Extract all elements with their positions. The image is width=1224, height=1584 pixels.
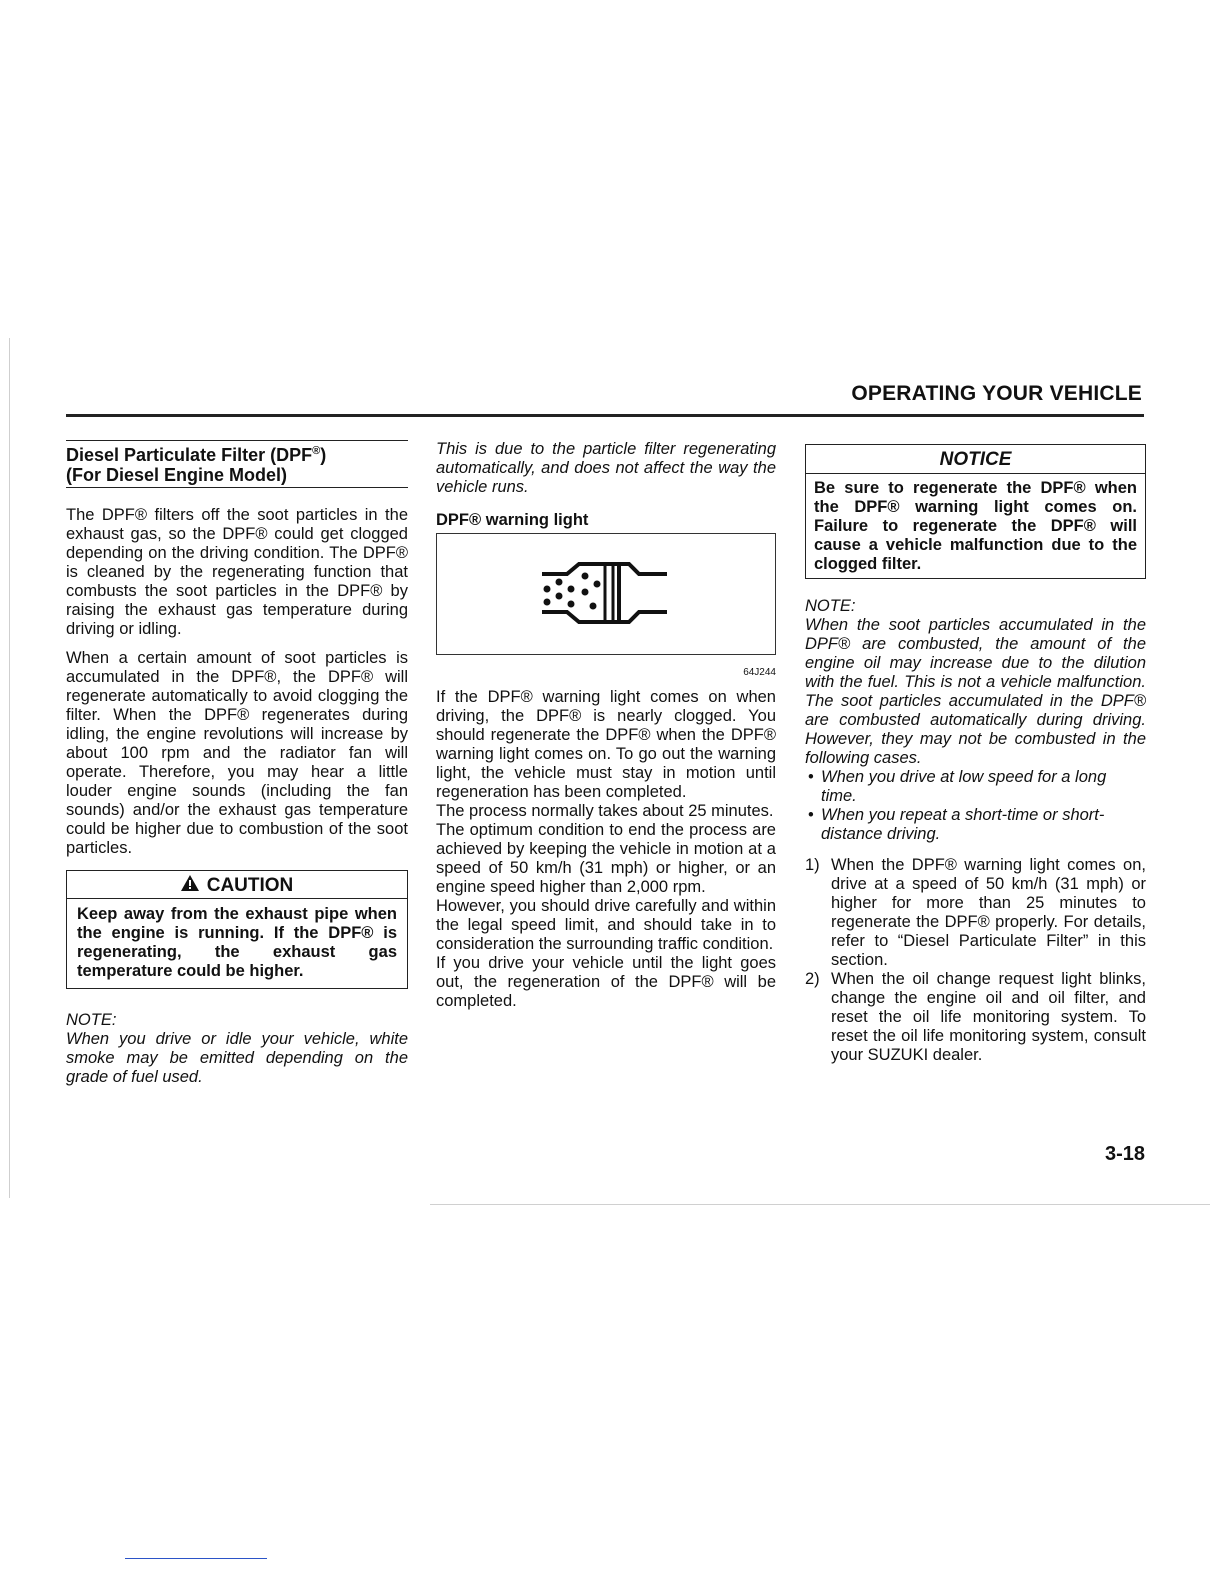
- note-text: When the soot particles accumulated in the DPF® are combusted, the amount of the engine oil may increase due to the dilution with the fuel. This is not a vehicle malfunction. The soot particles accumulated in the DPF® are combusted automatically during driving. However, they may not be combusted in the following cases.: [805, 616, 1146, 767]
- bottom-rule: [430, 1204, 1210, 1205]
- notice-title: NOTICE: [806, 445, 1145, 474]
- paragraph: If you drive your vehicle until the light goes out, the regeneration of the DPF® will be completed.: [436, 954, 776, 1010]
- figure-code: 64J244: [743, 667, 776, 678]
- caution-box: [66, 870, 408, 989]
- list-item: • When you repeat a short-time or short-distance driving.: [805, 806, 1146, 844]
- caution-title: CAUTION: [206, 875, 294, 896]
- list-item: • When you drive at low speed for a long time.: [805, 768, 1146, 806]
- numbered-list: [805, 856, 1146, 1065]
- column-2: [436, 440, 776, 1011]
- list-item: 1) When the DPF® warning light comes on, drive at a speed of 50 km/h (31 mph) or higher for more than 25 minutes to regenerate the DPF® properly. For details, refer to “Diesel Particulate Filter” in this section.: [805, 856, 1146, 969]
- dpf-heading: [66, 440, 408, 488]
- blue-line: [125, 1558, 267, 1559]
- page-edge-line: [9, 338, 10, 1198]
- notice-box: [805, 444, 1146, 579]
- paragraph: The optimum condition to end the process are achieved by keeping the vehicle in motion at a speed of 50 km/h (31 mph) or higher, or an engine speed higher than 2,000 rpm.: [436, 821, 776, 896]
- warning-triangle-icon: [181, 875, 199, 895]
- subheading: DPF® warning light: [436, 511, 589, 529]
- heading-line-1: Diesel Particulate Filter (DPF®): [66, 445, 327, 465]
- note-text: When you drive or idle your vehicle, white smoke may be emitted depending on the grade of fuel used.: [66, 1030, 408, 1086]
- dpf-warning-light-figure: [436, 533, 776, 655]
- note-label: NOTE:: [805, 597, 856, 615]
- caution-text: Keep away from the exhaust pipe when the engine is running. If the DPF® is regenerating, the exhaust gas temperature could be higher.: [77, 905, 397, 980]
- page-number: 3-18: [1105, 1143, 1146, 1165]
- paragraph: The process normally takes about 25 minutes.: [436, 802, 774, 820]
- intro-text: This is due to the particle filter regenerating automatically, and does not affect the way the vehicle runs.: [436, 440, 776, 496]
- note-label: NOTE:: [66, 1011, 117, 1029]
- heading-line-2: (For Diesel Engine Model): [66, 465, 288, 485]
- section-title: OPERATING YOUR VEHICLE: [851, 382, 1142, 405]
- column-1: [66, 440, 408, 1097]
- column-3: [805, 440, 1146, 1065]
- dpf-filter-icon: [437, 534, 777, 654]
- list-item: 2) When the oil change request light blinks, change the engine oil and oil filter, and reset the oil life monitoring system. To reset the oil life monitoring system, consult your SUZUKI dealer.: [805, 970, 1146, 1064]
- header-rule: [66, 414, 1144, 417]
- notice-text: Be sure to regenerate the DPF® when the DPF® warning light comes on. Failure to regenerate the DPF® will cause a vehicle malfunction due to the clogged filter.: [814, 479, 1137, 573]
- paragraph: However, you should drive carefully and within the legal speed limit, and should take in to consideration the surrounding traffic condition.: [436, 897, 776, 953]
- paragraph: The DPF® filters off the soot particles in the exhaust gas, so the DPF® could get clogged depending on the driving condition. The DPF® is cleaned by the regenerating function that combusts the soot particles in the DPF® by raising the exhaust gas temperature during driving or idling.: [66, 506, 408, 638]
- paragraph: If the DPF® warning light comes on when driving, the DPF® is nearly clogged. You should regenerate the DPF® when the DPF® warning light comes on. To go out the warning light, the vehicle must stay in motion until regeneration has been completed.: [436, 688, 776, 801]
- paragraph: When a certain amount of soot particles is accumulated in the DPF®, the DPF® will regenerate automatically to avoid clogging the filter. When the DPF® regenerates during idling, the engine revolutions will increase by about 100 rpm and the radiator fan will operate. Therefore, you may hear a little louder engine sounds (including the fan sounds) and/or the exhaust gas temperature could be higher due to combustion of the soot particles.: [66, 649, 408, 857]
- caution-header: [67, 871, 407, 899]
- bullet-list: [805, 768, 1146, 844]
